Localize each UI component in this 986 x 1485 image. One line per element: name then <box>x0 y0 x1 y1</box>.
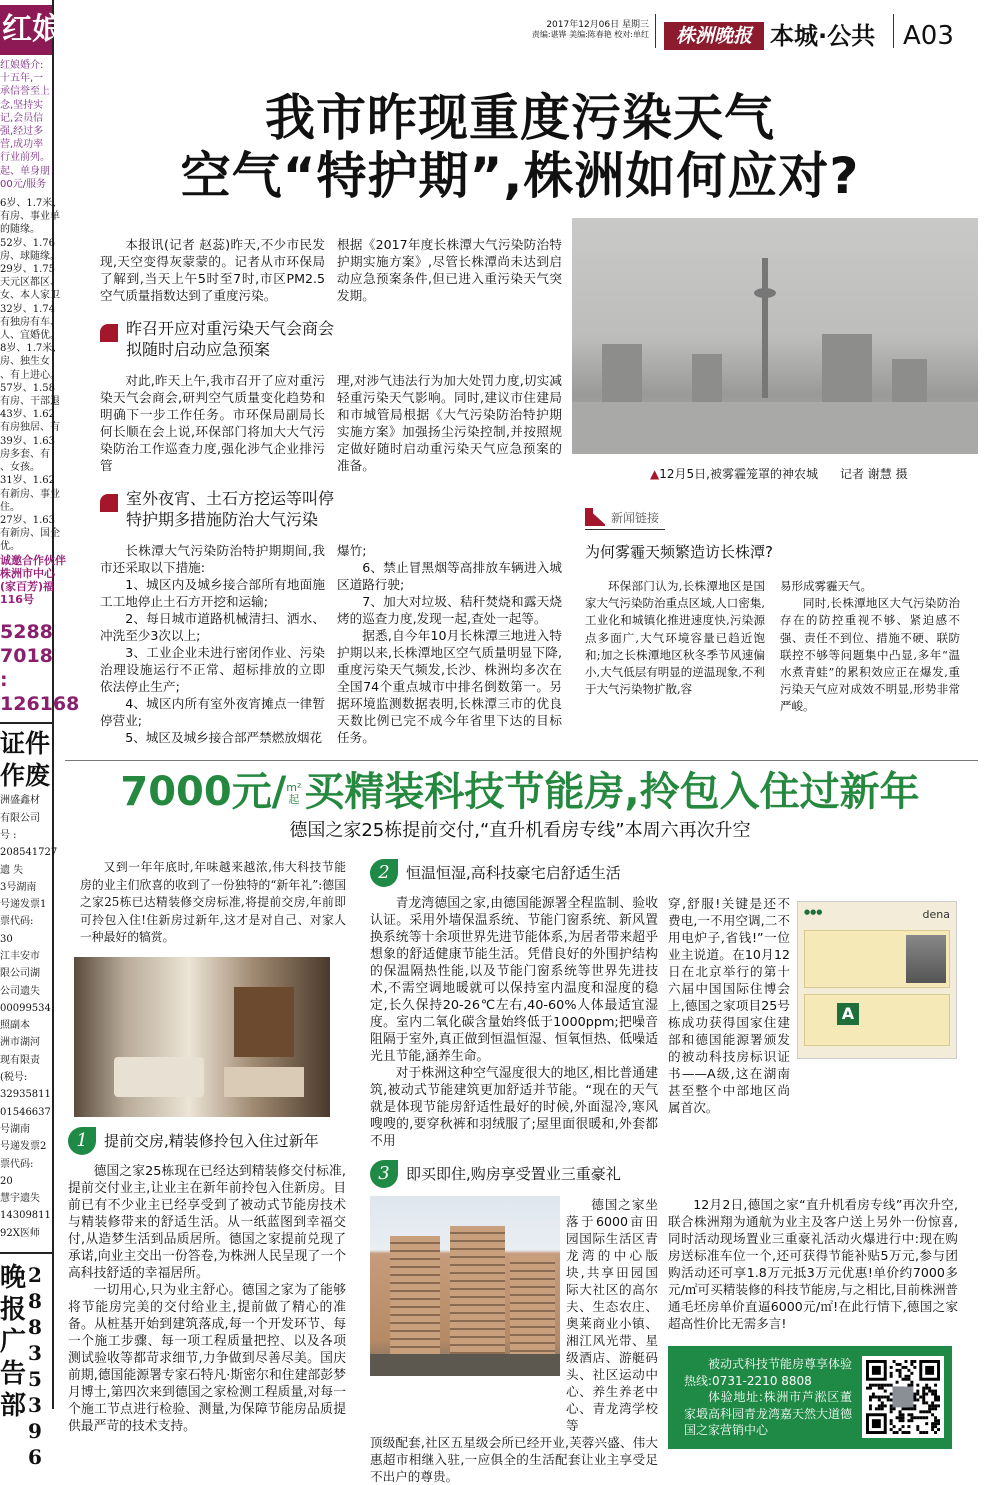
ad-dept-char: 部 <box>0 1391 27 1422</box>
measure-item: 3、工业企业未进行密闭作业、污染治理设施运行不正常、超标排放的立即依法停止生产; <box>100 645 325 694</box>
strip-line: 人、宜婚优。 <box>0 330 60 342</box>
strip-line: 31岁、1.62 <box>0 475 55 487</box>
ad-section-3-bottom: 顶级配套,社区五星级会所已经开业,芙蓉兴盛、伟大惠超市相继入驻,一应俱全的生活配套让业主享受足不出户的尊贵。 <box>370 1435 658 1484</box>
ad-section-1-heading: 1 提前交房,精装修拎包入住过新年 <box>68 1127 346 1155</box>
ad-phone-digit: 2 <box>28 1263 42 1288</box>
ad-paragraph: 青龙湾德国之家,由德国能源署全程监制、验收认证。采用外墙保温系统、节能门窗系统、新风置换系统等十余项世界先进节能体系,为居者带来超乎想象的舒适健康节能生活。凭借良好的外围护结构的保温隔热性能,以及节能门窗系统等世界先进技术,不需空调地暖就可以保持室内温度和湿度的稳定,长久保持20-26℃左右,40-60%人体最适宜湿度。室内二氧化碳含量始终低于1000ppm;把噪音阻隔于室外,真正做到恒温恒湿、恒氧恒热、低噪适光且节能,涵养生命。 <box>370 896 658 1064</box>
measure-item: 2、每日城市道路机械清扫、洒水、冲洗至少3次以上; <box>100 611 325 643</box>
strip-line: 女、本人家卫 <box>0 290 60 302</box>
ad-section-2-heading: 2 恒温恒湿,高科技豪宅启舒适生活 <box>370 859 958 887</box>
subhead-text: 昨召开应对重污染天气会商会 <box>126 319 335 338</box>
notice-line: 00099534 <box>0 1002 51 1014</box>
strip-line: 27岁、1.63 <box>0 514 55 526</box>
page-number: A03 <box>903 21 954 51</box>
notice-line: 遗 失 <box>0 864 24 876</box>
strip-line: 有新房、事业 <box>0 488 60 500</box>
strip-line: 116号 <box>0 593 34 607</box>
strip-line: 房、球随缘。 <box>0 250 60 262</box>
ad-paragraph: 德国之家25栋现在已经达到精装修交付标准,提前交付业主,让业主在新年前拎包入住新房。目前已有不少业主已经享受到了被动式节能房技术与精装修带来的舒适生活。从一纸蓝图到幸福交付,从造梦生活到品质居所。德国之家提前兑现了承诺,向业主交出一份答卷,为株洲人民呈现了一个高科技舒适的幸福居所。 <box>68 1163 346 1281</box>
phone-number: : <box>0 669 8 692</box>
divider <box>893 14 894 48</box>
ad-phone-digit: 3 <box>28 1393 42 1418</box>
subhead-text: 拟随时启动应急预案 <box>126 340 271 359</box>
strip-line: 有房、事业单 <box>0 211 60 223</box>
ad-dept-char: 广 <box>0 1327 27 1358</box>
ad-department <box>0 1262 52 1470</box>
strip-line: 房多套、有 <box>0 448 50 460</box>
strip-line: 株洲市中心 <box>0 566 55 580</box>
interior-photo <box>74 957 330 1117</box>
measure-item: 爆竹; <box>337 543 367 558</box>
strip-line: 52岁、1.76 <box>0 237 55 249</box>
notice-line: 江丰安市 <box>0 951 40 962</box>
notice-line: (税号: <box>0 1072 28 1084</box>
photo-caption: ▲12月5日,被雾霾笼罩的神农城 记者 谢慧 摄 <box>650 467 908 481</box>
member-listings <box>0 197 63 553</box>
page-body <box>62 218 978 1485</box>
ad-dept-char: 告 <box>0 1359 27 1390</box>
notice-line: 32935811 <box>0 1089 51 1101</box>
strip-line: 念,坚持实 <box>0 99 44 111</box>
news-area <box>62 218 978 746</box>
matchmaker-banner: 红娘 <box>0 5 52 55</box>
subhead-text: 特护期多措施防治大气污染 <box>126 510 319 529</box>
strip-line: 十五年,一 <box>0 73 44 85</box>
divider <box>655 14 656 48</box>
staff-credits: 责编:谌铧 美编:陈春艳 校对:单红 <box>531 30 649 39</box>
leaf-number-icon: 2 <box>370 859 398 887</box>
classified-ads-strip <box>0 0 80 1470</box>
matchmaker-intro <box>0 59 52 191</box>
strip-line: 房、独生女 <box>0 356 50 368</box>
strip-line: 29岁、1.75 <box>0 264 55 276</box>
headline-line-1: 我市昨现重度污染天气 <box>265 89 775 147</box>
news-link-paragraph: 易形成雾霾天气。 <box>780 579 872 593</box>
strip-line: 红娘婚介: <box>0 60 44 71</box>
notice-line: 3号湖南 <box>0 881 37 893</box>
section-marker-icon <box>100 494 118 512</box>
ad-subheadline: 德国之家25栋提前交付,“直升机看房专线”本周六再次升空 <box>289 820 751 841</box>
strip-line: 住。 <box>0 501 20 513</box>
building-photo <box>370 1196 560 1376</box>
phone-number: 7018 <box>0 645 53 668</box>
qr-code[interactable] <box>862 1356 944 1438</box>
ad-phone-digit: 6 <box>28 1445 42 1470</box>
ad-intro: 又到一年年底时,年味越来越浓,伟大科技节能房的业主们欣喜的收到了一份独特的“新年礼”:德国之家25栋已达精装修交房标准,将提前交房,年前即可拎包入住!住新房过新年,这才是对自己、对家人一种最好的犒赏。 <box>80 860 346 944</box>
ad-phone-digit: 5 <box>28 1367 42 1392</box>
strip-line: 承信誉至上 <box>0 86 50 98</box>
ad-section-3-col: 德国之家坐落于6000亩田园国际生活区青龙湾的中心版块,共享田园国际大社区的高尔夫、生态农庄、奥莱商业小镇、湘江风光带、星级酒店、游艇码头、社区运动中心、养生养老中心、青龙湾学校等 <box>566 1197 658 1433</box>
strip-line: 诚邀合作伙伴 <box>0 553 66 567</box>
issue-date: 2017年12月06日 星期三 <box>546 20 649 30</box>
phone-number: 5288 <box>0 621 53 644</box>
ad-dept-char: 报 <box>0 1295 27 1326</box>
triangle-icon: ▲ <box>650 467 660 481</box>
contact-hotline: 被动式科技节能房尊享体验热线:0731-2210 8808 <box>684 1357 853 1388</box>
section-name: 本城·公共 <box>770 22 876 50</box>
lead-paragraph: 本报讯(记者 赵蕊)昨天,不少市民发现,天空变得灰蒙蒙的。记者从市环保局了解到,当天上午5时至7时,市区PM2.5空气质量指数达到了重度污染。 <box>100 237 325 303</box>
smog-city-photo <box>572 218 978 454</box>
ad-section-2-side: 穿,舒服!关键是还不费电,一不用空调,二不用电炉子,省钱!”一位业主说道。在10月12日在北京举行的第十六届中国国际住博会上,德国之家项目25号栋成功获得国家住建部和德国能源署颁发的被动科技房标识证书——A级,这在湖南甚至整个中部地区尚属首次。 <box>668 896 790 1115</box>
ad-area <box>62 859 978 1485</box>
notice-line: 号递发票2 <box>0 1141 47 1153</box>
strip-line: 有房、干部退 <box>0 396 60 408</box>
photo-and-news-link <box>572 218 978 716</box>
leaf-number-icon: 3 <box>370 1160 398 1188</box>
notice-line: 30 <box>0 933 13 945</box>
strip-line: 行业前列。 <box>0 152 50 164</box>
divider <box>65 760 978 761</box>
ad-headline: 7000元/ m² 起 买精装科技节能房,拎包入住过新年 <box>120 769 920 815</box>
headline-line-2: 空气“特护期”,株洲如何应对? <box>180 147 860 205</box>
notice-line: 号 : <box>0 829 17 841</box>
notice-line: 01546637 <box>0 1106 51 1118</box>
strip-line: 、女孩。 <box>0 462 40 474</box>
news-link-label: 新闻链接 <box>585 508 665 530</box>
measure-item: 4、城区内所有室外夜宵摊点一律暂停营业; <box>100 696 325 728</box>
strip-line: (家百芳)福 <box>0 579 55 593</box>
paragraph: 理,对涉气违法行为加大处罚力度,切实减轻重污染天气影响。同时,建议市住建局和市城管局根据《大气污染防治特护期实施方案》加强扬尘污染控制,并按照规定做好随时启动重污染天气应急预案的准备。 <box>337 373 562 473</box>
notice-line: 公司遗失 <box>0 985 40 997</box>
ad-dept-char: 晚 <box>0 1263 27 1294</box>
strip-line: 有独房有车、 <box>0 316 60 328</box>
notice-line: 现有限责 <box>0 1054 40 1066</box>
strip-line: 43岁、1.62 <box>0 409 55 421</box>
subhead-1 <box>100 318 562 360</box>
notice-line: 洲盛鑫材 <box>0 795 40 807</box>
notice-title <box>0 728 52 792</box>
subhead-text: 室外夜宵、土石方挖运等叫停 <box>126 489 335 508</box>
masthead-meta <box>447 20 649 40</box>
strip-line: 6岁、1.7米、 <box>0 198 63 210</box>
grade-badge: A <box>837 1003 859 1025</box>
strip-line: 57岁、1.58 <box>0 382 55 394</box>
ad-phone-digit: 8 <box>28 1315 42 1340</box>
article <box>100 218 562 746</box>
notice-line: 20 <box>0 1175 13 1187</box>
partner-info <box>0 553 66 607</box>
notice-line: 照副本 <box>0 1020 30 1032</box>
subhead-2 <box>100 488 562 530</box>
measure-item: 1、城区内及城乡接合部所有地面施工工地停止土石方开挖和运输; <box>100 577 325 609</box>
matchmaker-phones <box>0 620 80 716</box>
news-link-title: 为何雾霾天频繁造访长株潭? <box>585 543 773 561</box>
measure-item: 长株潭大气污染防治特护期期间,我市还采取以下措施: <box>100 543 325 575</box>
strip-line: 强,经过多 <box>0 126 44 138</box>
notice-line: 票代码: <box>0 916 34 928</box>
strip-line: 8岁、1.7米、 <box>0 343 63 355</box>
notice-title-line: 证件 <box>0 729 51 759</box>
notice-line: 有限公司 <box>0 812 40 824</box>
notice-line: 号湖南 <box>0 1123 30 1135</box>
strip-line: 天元区都区、 <box>0 277 60 289</box>
notice-line: 92X医师 <box>0 1227 40 1239</box>
notice-line: 洲市湖河 <box>0 1037 40 1049</box>
phone-number: 126168 <box>0 693 80 716</box>
strip-line: 32岁、1.74 <box>0 303 55 315</box>
notice-line: 限公司湖 <box>0 968 40 980</box>
strip-line: 起、单身朋 <box>0 165 50 177</box>
strip-line: 记,会员信 <box>0 112 44 124</box>
lead-paragraph-cont: 根据《2017年度长株潭大气污染防治特护期实施方案》,尽管长株潭尚未达到启动应急预案条件,但已进入重污染天气突发期。 <box>337 237 562 303</box>
notice-line: 14309811 <box>0 1210 51 1222</box>
strip-line: 营,成功率 <box>0 139 44 151</box>
contact-address: 体验地址:株洲市芦淞区董家塅高科园青龙湾嘉天然大道德国之家营销中心 <box>684 1390 853 1437</box>
news-link-paragraph: 环保部门认为,长株潭地区是国家大气污染防治重点区域,人口密集,工业化和城镇化推进速度快,污染源点多面广,大气环境容量已趋近饱和;加之长株潭地区秋冬季节风速偏小,大气低层有明显的逆温现象,不利于大气污染物扩散,容 <box>585 579 765 697</box>
ad-section-3-heading: 3 即买即住,购房享受置业三重豪礼 <box>370 1160 958 1188</box>
arrow-icon <box>585 508 605 526</box>
notice-line: 票代码: <box>0 1158 34 1170</box>
strip-line: 39岁、1.63 <box>0 435 55 447</box>
ad-helicopter-paragraph: 12月2日,德国之家“直升机看房专线”再次升空,联合株洲翔为通航为业主及客户送上另外一份惊喜,同时活动现场置业三重豪礼活动火爆进行中:现在购房送标准车位一个,还可获得节能补贴5万元,参与团购活动还可享1.8万元抵3万元优惠!单价约7000多元/㎡可买精装修的科技节能房,与之相比,目前株洲普通毛坯房单价直逼6000元/㎡!在此行情下,德国之家超高性价比无需多言! <box>668 1197 958 1331</box>
strip-line: 优。 <box>0 541 20 553</box>
photo-credit: 记者 谢慧 摄 <box>839 467 908 481</box>
certificate-photo: ●●● dena A <box>797 901 957 1059</box>
strip-line: 、有上进心。 <box>0 369 60 381</box>
strip-line: 的随缘。 <box>0 224 40 236</box>
strip-line: 有新房、国企 <box>0 528 60 540</box>
measure-item: 据悉,自今年10月长株潭三地进入特护期以来,长株潭地区空气质量明显下降,重度污染天气频发,长沙、株洲均多次在全国74个重点城市中排名倒数第一。另据环境监测数据表明,长株潭三市的优良天数比例已完不成今年省里下达的目标任务。 <box>337 628 562 745</box>
measure-item: 6、禁止冒黑烟等高排放车辆进入城区道路行驶; <box>337 560 562 592</box>
ad-paragraph: 一切用心,只为业主舒心。德国之家为了能够将节能房完美的交付给业主,提前做了精心的准备。从桩基开始到建筑落成,每一个开发环节、每一个施工步骤、每一项工程质量把控、以及各项测试验收等都苛求细节,力争做到尽善尽美。国庆前期,德国能源署专家石特凡·斯密尔和住建部彭梦月博士,第四次来到德国之家检测工程质量,对每一个施工节点进行检验、测量,为保障节能房品质提供最严苛的技术支持。 <box>68 1282 346 1434</box>
lost-notices <box>0 792 58 1242</box>
paragraph: 对此,昨天上午,我市召开了应对重污染天气会商会,研判空气质量变化趋势和明确下一步工作任务。市环保局副局长何长顺在会上说,环保部门将加大大气污染防治工作巡查力度,强化涉气企业排污管 <box>100 373 325 473</box>
contact-box <box>668 1346 952 1449</box>
notice-line: 慧宇遗失 <box>0 1193 40 1205</box>
notice-title-line: 作废 <box>0 761 51 791</box>
news-link-paragraph: 同时,长株潭地区大气污染防治存在的防控重视不够、紧迫感不强、责任不到位、措施不硬、联防联控不够等问题集中凸显,多年“温水煮青蛙”的累积效应正在爆发,重污染天气应对成效不明显,形势非常严峻。 <box>780 596 960 714</box>
newspaper-logo: 株洲晚报 <box>664 22 764 50</box>
section-marker-icon <box>100 324 118 342</box>
measure-item: 7、加大对垃圾、秸秆焚烧和露天烧烤的巡查力度,发现一起,查处一起等。 <box>337 594 562 626</box>
ad-phone-digit: 8 <box>28 1289 42 1314</box>
strip-line: 00元/服务 <box>0 178 47 190</box>
leaf-number-icon: 1 <box>68 1127 96 1155</box>
ad-phone-digit: 3 <box>28 1341 42 1366</box>
ad-phone-digit: 9 <box>28 1419 42 1444</box>
ad-paragraph: 对于株洲这种空气湿度很大的地区,相比普通建筑,被动式节能建筑更加舒适并节能。“现在的天气就是体现节能房舒适性最好的时候,外面湿冷,寒风嗖嗖的,要穿秋裤和羽绒服了;屋里面很暖和,外套都不用 <box>370 1066 658 1149</box>
notice-line: 208541727 <box>0 847 58 859</box>
strip-line: 有房独居、有 <box>0 422 60 434</box>
notice-line: 号递发票1 <box>0 899 47 911</box>
measure-item: 5、城区及城乡接合部严禁燃放烟花 <box>125 730 323 745</box>
